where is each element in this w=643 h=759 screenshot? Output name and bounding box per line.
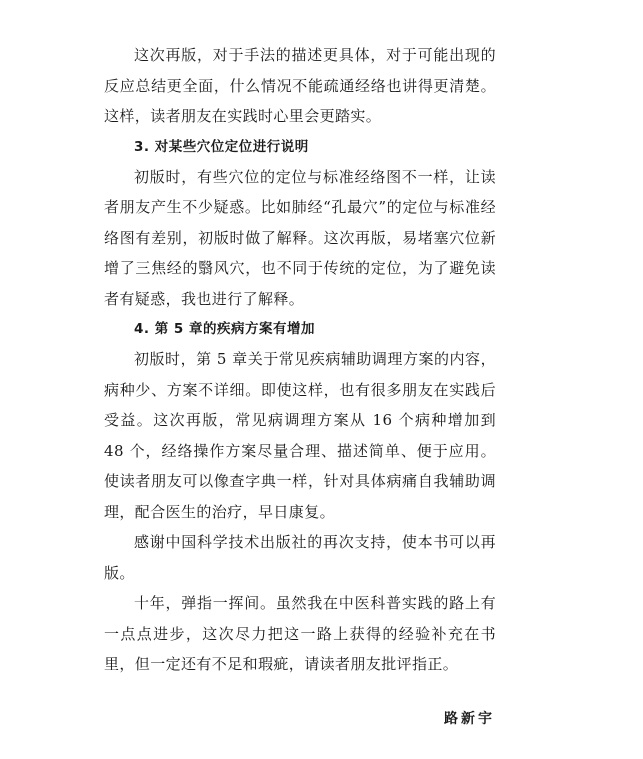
paragraph-acknowledgement: 感谢中国科学技术出版社的再次支持，使本书可以再版。	[104, 533, 496, 582]
author-signature: 路新宇	[444, 711, 495, 727]
paragraph-disease-plans: 初版时，第 5 章关于常见疾病辅助调理方案的内容，病种少、方案不详细。即使这样，也有很多朋友在实践后受益。这次再版，常见病调理方案从 16 个病种增加到 48 个，经络操作方案尽量合理、描述简单、便于应用。使读者朋友可以像查字典一样，针对具体病痛自我辅助调理，配合医生的治疗，早日康复。	[104, 350, 496, 521]
paragraph-acupoint-location: 初版时，有些穴位的定位与标准经络图不一样，让读者朋友产生不少疑惑。比如肺经“孔最穴”的定位与标准经络图有差别，初版时做了解释。这次再版，易堵塞穴位新增了三焦经的翳风穴，也不同于传统的定位，为了避免读者有疑惑，我也进行了解释。	[104, 167, 496, 308]
section-heading-acupoint-location: 3. 对某些穴位定位进行说明	[134, 138, 309, 155]
preface-page	[104, 40, 496, 680]
paragraph-closing: 十年，弹指一挥间。虽然我在中医科普实践的路上有一点点进步，这次尽力把这一路上获得的经验补充在书里，但一定还有不足和瑕疵，请读者朋友批评指正。	[104, 594, 496, 673]
paragraph-revision-details: 这次再版，对于手法的描述更具体，对于可能出现的反应总结更全面，什么情况不能疏通经络也讲得更清楚。这样，读者朋友在实践时心里会更踏实。	[104, 46, 496, 125]
section-heading-disease-plans: 4. 第 5 章的疾病方案有增加	[134, 321, 316, 337]
